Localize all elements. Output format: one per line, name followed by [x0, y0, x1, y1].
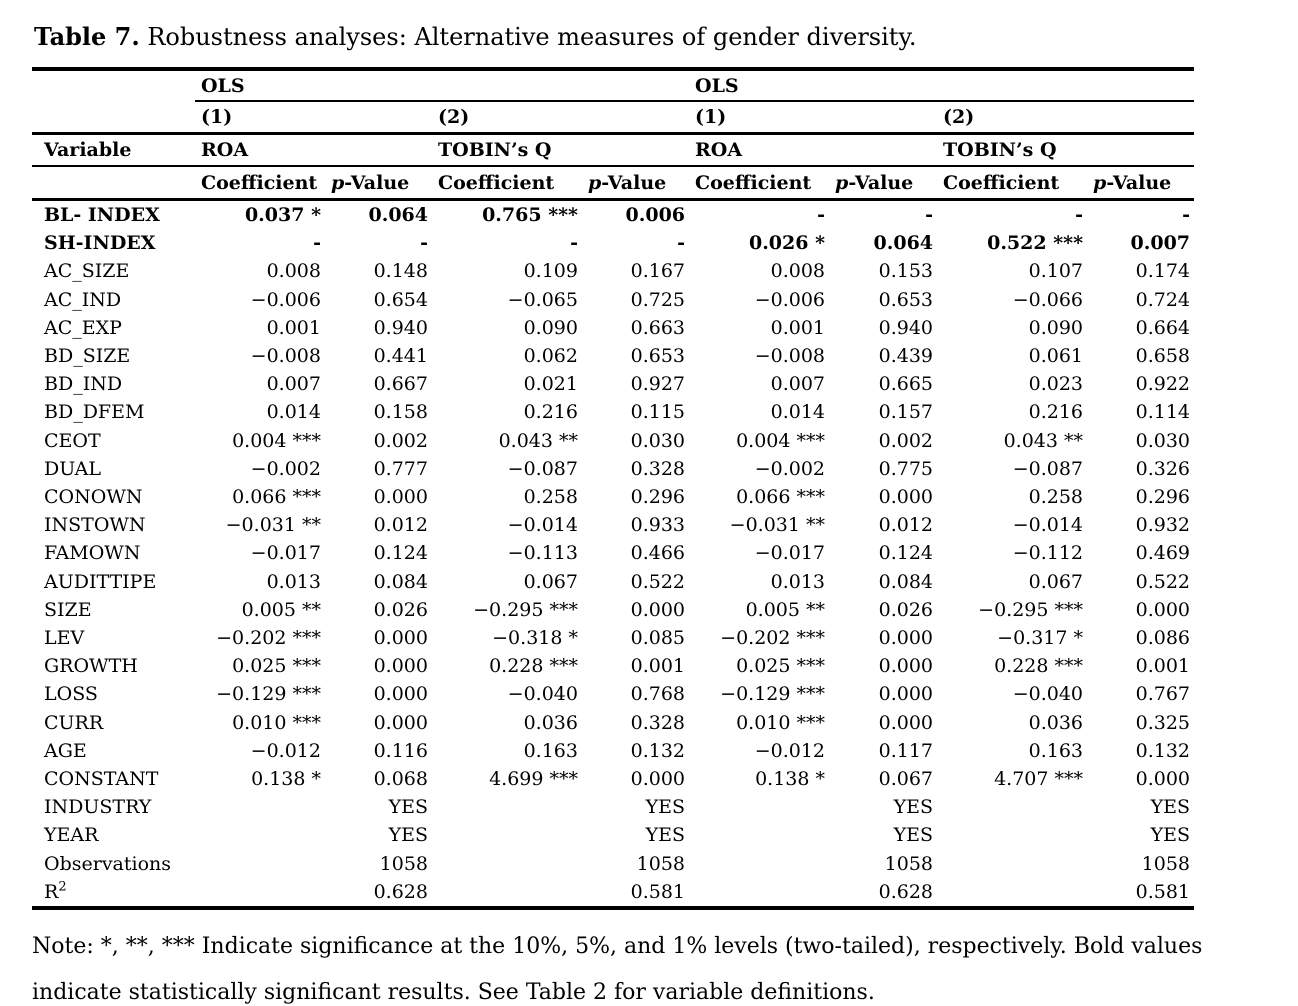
value-cell: 0.466 — [630, 542, 686, 565]
value-cell: 0.000 — [373, 655, 428, 678]
value-cell: 0.000 — [1135, 598, 1191, 621]
value-cell: 0.325 — [1135, 711, 1191, 734]
table-row — [32, 850, 1194, 878]
value-cell: −0.066 — [1012, 288, 1084, 311]
dep-var-header: TOBIN’s Q — [432, 134, 689, 167]
p-value-header: p-Value — [582, 166, 689, 200]
value-cell: 0.163 — [523, 739, 578, 762]
value-cell — [937, 878, 1087, 908]
value-cell: 0.000 — [373, 683, 428, 706]
variable-label: FAMOWN — [44, 542, 141, 565]
value-cell — [937, 850, 1087, 878]
variable-label: CONSTANT — [44, 768, 159, 791]
value-cell: 0.658 — [1135, 345, 1191, 368]
value-cell: 0.933 — [630, 514, 686, 537]
value-cell: 0.138 * — [755, 768, 826, 791]
table-row — [32, 286, 1194, 314]
value-cell: 0.522 — [1135, 570, 1191, 593]
value-cell: 0.023 — [1028, 373, 1084, 396]
variable-label: CURR — [44, 711, 104, 734]
value-cell: 0.441 — [373, 345, 428, 368]
value-cell: 0.228 *** — [994, 655, 1084, 678]
value-cell: −0.317 * — [997, 627, 1084, 650]
value-cell: −0.065 — [507, 288, 578, 311]
value-cell: −0.129 *** — [720, 683, 826, 706]
header-row-estimator — [32, 69, 1194, 101]
table-row — [32, 709, 1194, 737]
value-cell: 0.940 — [373, 316, 428, 339]
value-cell: 0.522 *** — [987, 232, 1084, 255]
value-cell: 1058 — [636, 852, 686, 875]
variable-label: BD_DFEM — [44, 401, 145, 424]
value-cell: −0.014 — [507, 514, 578, 537]
p-value-header: p-Value — [1087, 166, 1194, 200]
value-cell: 0.724 — [1135, 288, 1191, 311]
value-cell: 0.004 *** — [232, 429, 321, 452]
coefficient-header: Coefficient — [195, 166, 325, 200]
value-cell: 0.768 — [630, 683, 686, 706]
coefficient-header: Coefficient — [432, 166, 582, 200]
value-cell: 0.581 — [1135, 880, 1191, 903]
value-cell: 0.922 — [1135, 373, 1191, 396]
value-cell: −0.040 — [1012, 683, 1084, 706]
dep-var-header: ROA — [195, 134, 432, 167]
value-cell: 0.326 — [1135, 457, 1191, 480]
value-cell: - — [1182, 204, 1191, 226]
table-row — [32, 427, 1194, 455]
variable-label: BL- INDEX — [44, 204, 160, 226]
value-cell: 0.007 — [1130, 232, 1191, 255]
value-cell: 0.085 — [630, 627, 686, 650]
value-cell: −0.295 *** — [473, 598, 578, 621]
value-cell: 0.148 — [373, 260, 428, 283]
value-cell: 0.010 *** — [736, 711, 826, 734]
value-cell: −0.031 ** — [729, 514, 826, 537]
value-cell: 0.002 — [878, 429, 934, 452]
value-cell: 0.061 — [1028, 345, 1084, 368]
model-number: (2) — [432, 101, 689, 134]
table-row — [32, 200, 1194, 230]
value-cell: −0.087 — [1012, 457, 1084, 480]
value-cell: 0.000 — [878, 711, 934, 734]
table-row — [32, 511, 1194, 539]
value-cell: 0.163 — [1028, 739, 1084, 762]
value-cell: 1058 — [1141, 852, 1191, 875]
header-row-model-numbers — [32, 101, 1194, 134]
value-cell — [432, 821, 582, 849]
value-cell: 0.036 — [523, 711, 578, 734]
value-cell: YES — [388, 796, 428, 819]
value-cell: 0.296 — [1135, 486, 1191, 509]
value-cell: 0.628 — [878, 880, 934, 903]
p-value-header: p-Value — [829, 166, 937, 200]
value-cell: 0.107 — [1028, 260, 1084, 283]
variable-column-header: Variable — [32, 134, 195, 167]
value-cell: 0.067 — [878, 768, 934, 791]
value-cell — [689, 878, 829, 908]
value-cell: 0.653 — [878, 288, 934, 311]
value-cell: −0.113 — [507, 542, 578, 565]
value-cell: 0.775 — [878, 457, 934, 480]
value-cell: 0.007 — [770, 373, 826, 396]
value-cell: 0.115 — [630, 401, 686, 424]
table-title-number: Table 7. — [34, 22, 140, 51]
value-cell: 0.084 — [878, 570, 934, 593]
value-cell: 0.000 — [878, 683, 934, 706]
coefficient-header: Coefficient — [689, 166, 829, 200]
value-cell: −0.002 — [250, 457, 321, 480]
variable-label: INSTOWN — [44, 514, 146, 537]
value-cell: YES — [1150, 796, 1191, 819]
value-cell: 0.663 — [630, 316, 686, 339]
table-row — [32, 793, 1194, 821]
table-row — [32, 878, 1194, 908]
value-cell: 0.328 — [630, 711, 686, 734]
value-cell: YES — [645, 796, 686, 819]
value-cell: 0.004 *** — [736, 429, 826, 452]
value-cell: 0.021 — [523, 373, 578, 396]
value-cell: −0.202 *** — [720, 627, 826, 650]
dep-var-header: ROA — [689, 134, 937, 167]
value-cell: 0.008 — [266, 260, 321, 283]
table-row — [32, 483, 1194, 511]
value-cell: −0.017 — [754, 542, 826, 565]
value-cell: 0.037 * — [244, 204, 321, 226]
value-cell: 0.665 — [878, 373, 934, 396]
value-cell: 0.066 *** — [232, 486, 321, 509]
value-cell: 0.653 — [630, 345, 686, 368]
value-cell — [195, 878, 325, 908]
value-cell: 0.068 — [373, 768, 428, 791]
table-note: Note: *, **, *** Indicate significance at the 10%, 5%, and 1% levels (two-tailed), respectively. Bold values indicate statistically significant results. See Table 2 for variable definitions. — [32, 934, 1203, 1006]
value-cell: 0.725 — [630, 288, 686, 311]
value-cell: 0.328 — [630, 457, 686, 480]
value-cell: 0.000 — [878, 486, 934, 509]
value-cell — [689, 793, 829, 821]
table-row — [32, 455, 1194, 483]
header-spacer — [32, 69, 195, 101]
value-cell: 4.707 *** — [994, 768, 1084, 791]
value-cell: −0.031 ** — [225, 514, 321, 537]
value-cell: 0.117 — [878, 739, 934, 762]
value-cell: 0.001 — [630, 655, 686, 678]
table-row — [32, 370, 1194, 398]
value-cell: - — [1075, 204, 1084, 226]
variable-label: Observations — [44, 852, 172, 875]
value-cell: 0.030 — [1135, 429, 1191, 452]
table-row — [32, 596, 1194, 624]
value-cell — [689, 850, 829, 878]
value-cell: −0.008 — [250, 345, 321, 368]
value-cell: 0.014 — [770, 401, 826, 424]
value-cell: 0.138 * — [251, 768, 321, 791]
value-cell: 0.667 — [373, 373, 428, 396]
value-cell: 0.000 — [630, 598, 686, 621]
variable-label: AUDITTIPE — [44, 570, 157, 593]
value-cell: 0.026 — [878, 598, 934, 621]
value-cell: 0.001 — [266, 316, 321, 339]
header-spacer — [32, 101, 195, 134]
value-cell: - — [570, 232, 578, 255]
value-cell: 0.008 — [770, 260, 826, 283]
variable-label: BD_IND — [44, 373, 123, 396]
value-cell: 0.777 — [373, 457, 428, 480]
value-cell — [195, 821, 325, 849]
variable-label: LEV — [44, 627, 85, 650]
value-cell: 0.654 — [373, 288, 428, 311]
value-cell: 0.765 *** — [482, 204, 578, 226]
value-cell: 0.132 — [1135, 739, 1191, 762]
value-cell: 0.116 — [373, 739, 428, 762]
table-row — [32, 737, 1194, 765]
value-cell — [432, 850, 582, 878]
value-cell: 0.174 — [1135, 260, 1191, 283]
estimator-header-left: OLS — [195, 69, 689, 101]
value-cell: 0.043 ** — [1003, 429, 1084, 452]
value-cell — [937, 821, 1087, 849]
p-value-header: p-Value — [325, 166, 432, 200]
value-cell: 0.005 ** — [745, 598, 826, 621]
header-row-dependent-vars — [32, 134, 1194, 167]
value-cell: YES — [893, 824, 934, 847]
table-row — [32, 821, 1194, 849]
value-cell: 0.109 — [523, 260, 578, 283]
value-cell: 0.000 — [373, 711, 428, 734]
value-cell: 0.025 *** — [736, 655, 826, 678]
value-cell: −0.318 * — [492, 627, 578, 650]
table-row — [32, 257, 1194, 285]
table-row — [32, 765, 1194, 793]
value-cell: 0.064 — [368, 204, 428, 226]
value-cell: 1058 — [884, 852, 934, 875]
value-cell: 0.628 — [373, 880, 428, 903]
table-row — [32, 342, 1194, 370]
value-cell: 1058 — [379, 852, 428, 875]
value-cell: 0.927 — [630, 373, 686, 396]
table-row — [32, 398, 1194, 426]
variable-label: $R^2$ — [44, 879, 67, 903]
value-cell: −0.012 — [754, 739, 826, 762]
value-cell: 0.000 — [630, 768, 686, 791]
value-cell: 0.013 — [266, 570, 321, 593]
value-cell: YES — [1150, 824, 1191, 847]
variable-label: CEOT — [44, 429, 101, 452]
value-cell: 0.439 — [878, 345, 934, 368]
value-cell: 0.012 — [373, 514, 428, 537]
value-cell: 0.000 — [1135, 768, 1191, 791]
value-cell: −0.014 — [1012, 514, 1084, 537]
value-cell: 0.064 — [873, 232, 934, 255]
table-row — [32, 568, 1194, 596]
value-cell: −0.112 — [1012, 542, 1084, 565]
value-cell: 0.216 — [523, 401, 578, 424]
value-cell: 0.767 — [1135, 683, 1191, 706]
variable-label: SH-INDEX — [44, 232, 156, 255]
value-cell: - — [925, 204, 934, 226]
coefficient-header: Coefficient — [937, 166, 1087, 200]
variable-label: AC_SIZE — [44, 260, 130, 283]
variable-label: CONOWN — [44, 486, 143, 509]
variable-label: DUAL — [44, 457, 101, 480]
value-cell: 0.084 — [373, 570, 428, 593]
variable-label: BD_SIZE — [44, 345, 131, 368]
value-cell: YES — [388, 824, 428, 847]
value-cell: 0.124 — [878, 542, 934, 565]
value-cell: 0.000 — [373, 486, 428, 509]
value-cell: 0.005 ** — [241, 598, 321, 621]
value-cell: −0.040 — [507, 683, 578, 706]
table-title-text: Robustness analyses: Alternative measures of gender diversity. — [139, 23, 917, 51]
value-cell: 0.026 * — [748, 232, 826, 255]
value-cell: 0.581 — [630, 880, 686, 903]
value-cell: 0.158 — [373, 401, 428, 424]
value-cell: −0.012 — [250, 739, 321, 762]
value-cell: 0.167 — [630, 260, 686, 283]
value-cell: 0.296 — [630, 486, 686, 509]
value-cell: 0.013 — [770, 570, 826, 593]
value-cell: 0.216 — [1028, 401, 1084, 424]
table-row — [32, 314, 1194, 342]
table-row — [32, 229, 1194, 257]
value-cell: −0.129 *** — [216, 683, 321, 706]
value-cell: −0.006 — [754, 288, 826, 311]
value-cell: 0.067 — [1028, 570, 1084, 593]
estimator-header-right: OLS — [689, 69, 1194, 101]
value-cell: 0.001 — [770, 316, 826, 339]
value-cell: 0.002 — [373, 429, 428, 452]
value-cell: 0.157 — [878, 401, 934, 424]
value-cell: −0.295 *** — [978, 598, 1084, 621]
value-cell: 0.012 — [878, 514, 934, 537]
value-cell: 0.025 *** — [232, 655, 321, 678]
value-cell: 0.090 — [1028, 316, 1084, 339]
value-cell: −0.202 *** — [216, 627, 321, 650]
model-number: (1) — [195, 101, 432, 134]
value-cell: 0.153 — [878, 260, 934, 283]
value-cell: 0.228 *** — [489, 655, 578, 678]
value-cell: 0.258 — [523, 486, 578, 509]
value-cell: 0.001 — [1135, 655, 1191, 678]
table-row — [32, 680, 1194, 708]
table-title — [34, 22, 1270, 51]
variable-label: INDUSTRY — [44, 796, 152, 819]
value-cell: YES — [645, 824, 686, 847]
value-cell: −0.002 — [754, 457, 826, 480]
value-cell — [195, 850, 325, 878]
variable-label: AC_EXP — [44, 316, 122, 339]
value-cell — [432, 793, 582, 821]
variable-label: AC_IND — [44, 288, 122, 311]
model-number: (1) — [689, 101, 937, 134]
table-row — [32, 539, 1194, 567]
value-cell: YES — [893, 796, 934, 819]
value-cell: 0.469 — [1135, 542, 1191, 565]
header-spacer — [32, 166, 195, 200]
value-cell: 0.043 ** — [498, 429, 578, 452]
variable-label: AGE — [44, 739, 87, 762]
value-cell: 0.940 — [878, 316, 934, 339]
value-cell: - — [420, 232, 428, 255]
value-cell: 0.000 — [878, 627, 934, 650]
value-cell: 0.066 *** — [736, 486, 826, 509]
value-cell: 0.132 — [630, 739, 686, 762]
value-cell: 0.000 — [878, 655, 934, 678]
value-cell: 0.258 — [1028, 486, 1084, 509]
value-cell: 0.114 — [1135, 401, 1191, 424]
value-cell: −0.006 — [250, 288, 321, 311]
value-cell — [195, 793, 325, 821]
value-cell: - — [677, 232, 686, 255]
results-table — [32, 67, 1194, 910]
value-cell: 0.067 — [523, 570, 578, 593]
value-cell: 0.124 — [373, 542, 428, 565]
value-cell: 0.932 — [1135, 514, 1191, 537]
value-cell: 0.036 — [1028, 711, 1084, 734]
value-cell: 0.026 — [373, 598, 428, 621]
value-cell: - — [817, 204, 826, 226]
model-number: (2) — [937, 101, 1194, 134]
value-cell — [937, 793, 1087, 821]
variable-label: YEAR — [44, 824, 99, 847]
value-cell: 0.000 — [373, 627, 428, 650]
table-row — [32, 652, 1194, 680]
value-cell — [432, 878, 582, 908]
value-cell: 0.086 — [1135, 627, 1191, 650]
value-cell: - — [313, 232, 321, 255]
value-cell: 0.007 — [266, 373, 321, 396]
value-cell: −0.008 — [754, 345, 826, 368]
value-cell — [689, 821, 829, 849]
variable-label: SIZE — [44, 598, 92, 621]
value-cell: 0.522 — [630, 570, 686, 593]
value-cell: −0.017 — [250, 542, 321, 565]
value-cell: −0.087 — [507, 457, 578, 480]
value-cell: 0.090 — [523, 316, 578, 339]
value-cell: 0.014 — [266, 401, 321, 424]
dep-var-header: TOBIN’s Q — [937, 134, 1194, 167]
value-cell: 4.699 *** — [489, 768, 578, 791]
value-cell: 0.062 — [523, 345, 578, 368]
header-row-statistics — [32, 166, 1194, 200]
value-cell: 0.664 — [1135, 316, 1191, 339]
variable-label: LOSS — [44, 683, 98, 706]
value-cell: 0.006 — [625, 204, 686, 226]
table-row — [32, 624, 1194, 652]
variable-label: GROWTH — [44, 655, 138, 678]
value-cell: 0.010 *** — [232, 711, 321, 734]
value-cell: 0.030 — [630, 429, 686, 452]
